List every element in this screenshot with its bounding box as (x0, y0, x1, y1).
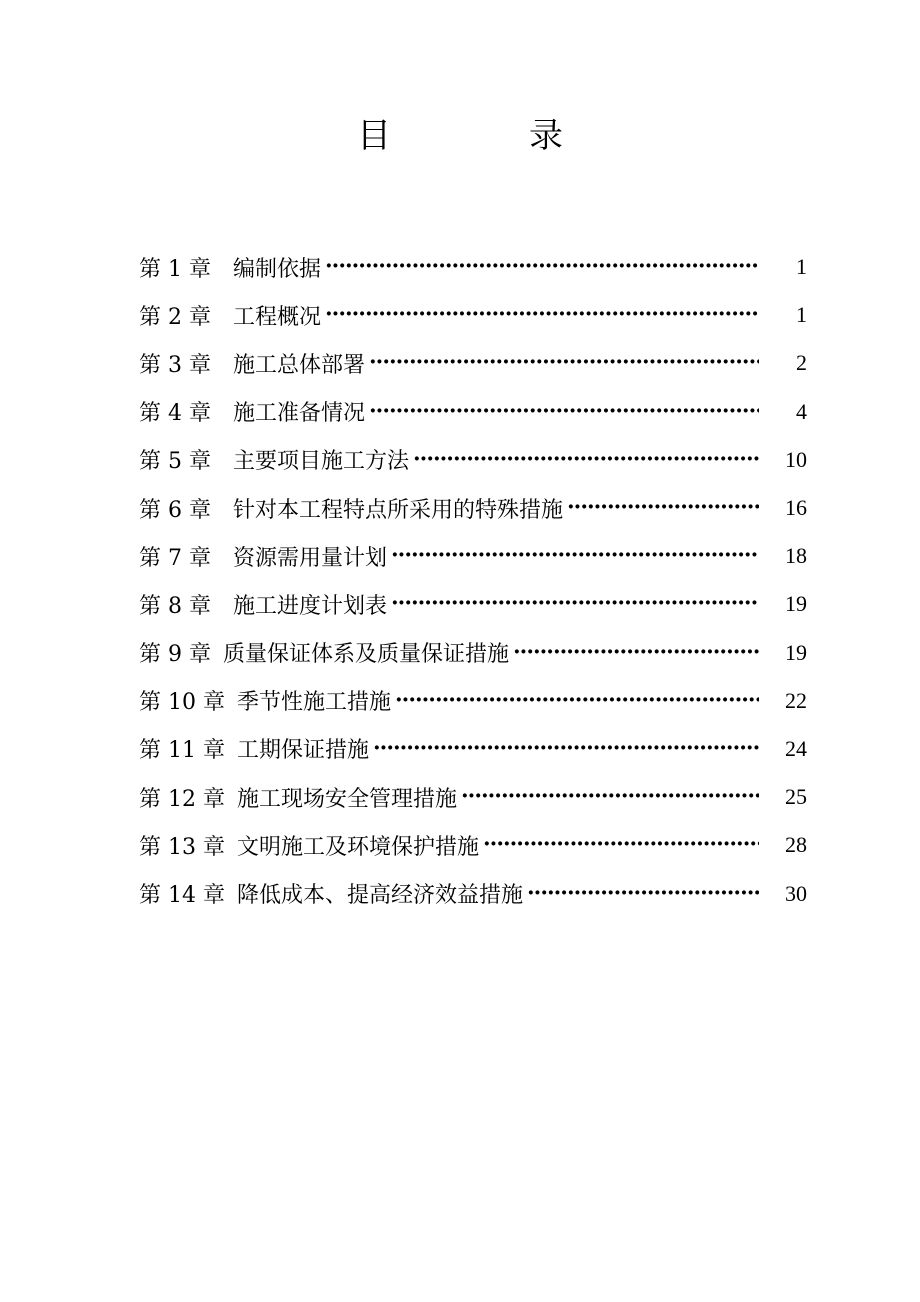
toc-page-number: 10 (785, 446, 807, 472)
toc-entry[interactable] (139, 484, 807, 532)
toc-entry[interactable] (139, 243, 807, 291)
toc-heading: 降低成本、提高经济效益措施 (236, 883, 523, 909)
toc-entry[interactable] (139, 773, 807, 821)
toc-page-number: 2 (796, 350, 807, 376)
toc-chapter-number: 第 7 章 (139, 545, 211, 571)
toc-chapter-number: 第 9 章 (139, 642, 211, 668)
toc-entry[interactable] (139, 725, 807, 773)
toc-page-number: 16 (785, 495, 807, 521)
toc-chapter-number: 第 11 章 (139, 738, 225, 764)
toc-dot-leader (325, 256, 759, 278)
toc-chapter-number: 第 3 章 (139, 352, 211, 378)
toc-heading: 施工准备情况 (232, 401, 365, 427)
toc-chapter-number: 第 2 章 (139, 304, 211, 330)
toc-chapter-number: 第 5 章 (139, 449, 211, 475)
toc-heading: 季节性施工措施 (236, 690, 391, 716)
toc-chapter-number: 第 13 章 (139, 834, 225, 860)
toc-page-number: 28 (785, 832, 807, 858)
toc-heading: 针对本工程特点所采用的特殊措施 (232, 497, 563, 523)
toc-dot-leader (325, 304, 759, 326)
toc-dot-leader (527, 883, 759, 905)
toc-list (139, 243, 807, 918)
toc-entry[interactable] (139, 821, 807, 869)
toc-dot-leader (513, 642, 759, 664)
toc-chapter-number: 第 8 章 (139, 593, 211, 619)
toc-heading: 质量保证体系及质量保证措施 (222, 642, 509, 668)
toc-heading: 施工现场安全管理措施 (236, 786, 457, 812)
toc-dot-leader (369, 352, 759, 374)
toc-dot-leader (567, 497, 759, 519)
toc-heading: 工程概况 (232, 304, 321, 330)
toc-dot-leader (373, 738, 759, 760)
toc-page-number: 19 (785, 639, 807, 665)
toc-entry[interactable] (139, 339, 807, 387)
toc-page-number: 18 (785, 543, 807, 569)
toc-page-number: 22 (785, 687, 807, 713)
toc-heading: 文明施工及环境保护措施 (236, 834, 479, 860)
toc-chapter-number: 第 14 章 (139, 883, 225, 909)
toc-entry[interactable] (139, 388, 807, 436)
toc-chapter-number: 第 10 章 (139, 690, 225, 716)
toc-entry[interactable] (139, 580, 807, 628)
toc-heading: 资源需用量计划 (232, 545, 387, 571)
toc-entry[interactable] (139, 291, 807, 339)
toc-heading: 主要项目施工方法 (232, 449, 409, 475)
toc-heading: 工期保证措施 (236, 738, 369, 764)
toc-chapter-number: 第 6 章 (139, 497, 211, 523)
toc-dot-leader (391, 593, 759, 615)
toc-page-number: 19 (785, 591, 807, 617)
toc-page-number: 30 (785, 880, 807, 906)
toc-dot-leader (483, 834, 759, 856)
toc-chapter-number: 第 4 章 (139, 401, 211, 427)
toc-dot-leader (461, 786, 759, 808)
toc-entry[interactable] (139, 629, 807, 677)
toc-page-number: 25 (785, 784, 807, 810)
toc-chapter-number: 第 12 章 (139, 786, 225, 812)
toc-entry[interactable] (139, 436, 807, 484)
toc-entry[interactable] (139, 532, 807, 580)
toc-dot-leader (413, 449, 759, 471)
toc-dot-leader (391, 545, 759, 567)
toc-page-number: 1 (796, 302, 807, 328)
toc-dot-leader (395, 690, 759, 712)
toc-title: 目 录 (357, 116, 615, 156)
toc-entry[interactable] (139, 677, 807, 725)
toc-heading: 施工进度计划表 (232, 593, 387, 619)
toc-heading: 编制依据 (232, 256, 321, 282)
toc-entry[interactable] (139, 869, 807, 917)
toc-heading: 施工总体部署 (232, 352, 365, 378)
toc-dot-leader (369, 401, 759, 423)
toc-page-number: 24 (785, 735, 807, 761)
toc-page-number: 4 (796, 398, 807, 424)
toc-page-number: 1 (796, 254, 807, 280)
toc-chapter-number: 第 1 章 (139, 256, 211, 282)
